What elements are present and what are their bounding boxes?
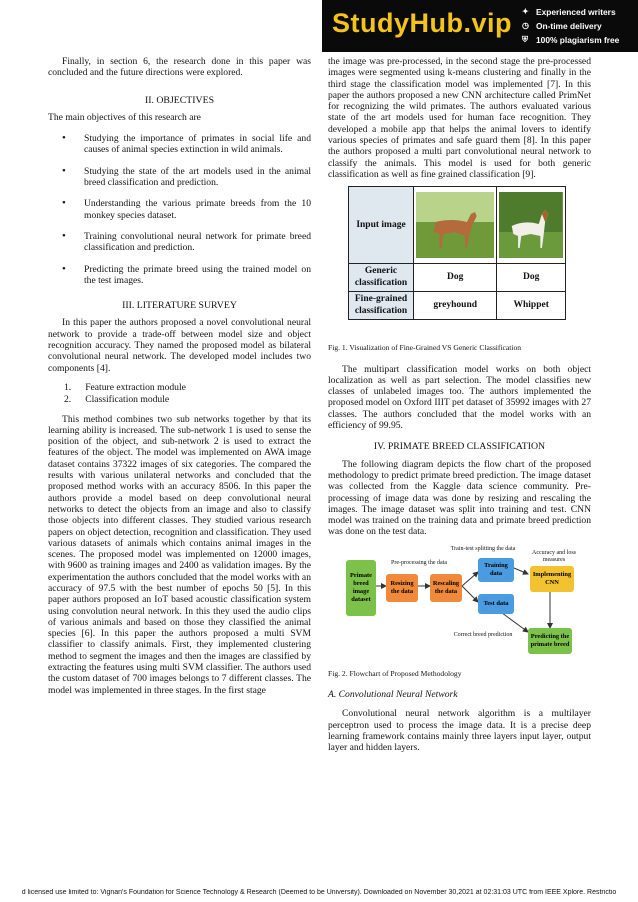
generic-label-2: Dog: [497, 264, 566, 292]
dog-image-1: [414, 187, 497, 264]
accuracy-label: Accuracy and loss measures: [532, 549, 576, 563]
list-item: • Understanding the various primate breeds from the 10 monkey species dataset.: [84, 198, 311, 221]
figure-1-caption: Fig. 1. Visualization of Fine-Grained VS Generic Classification: [328, 343, 522, 353]
section-4-heading: IV. PRIMATE BREED CLASSIFICATION: [373, 441, 546, 453]
list-item: • Studying the importance of primates in social life and causes of animal species extinction in wild animals.: [84, 133, 311, 156]
feature-delivery: [522, 19, 619, 33]
item-text: Classification module: [85, 394, 170, 406]
literature-paragraph-1: In this paper the authors proposed a novel convolutional neural network to provide a trade-off between model size and object recognition accuracy. They named the proposed model as bilateral convolutional neural network. The developed model includes two components [4].: [48, 317, 311, 374]
right-column: [328, 56, 591, 754]
feature-label: Experienced writers: [536, 7, 616, 17]
objectives-list: [48, 133, 311, 286]
multipart-paragraph: The multipart classification model works on both object localization as well as part selection. The model classifies new classes of unlabeled images too. The authors implemented the proposed model on Oxford IIIT pet dataset of 35992 images with 27 classes. The authors concluded that the model works with an efficiency of 99.95.: [328, 363, 591, 432]
item-text: Feature extraction module: [85, 381, 186, 393]
literature-paragraph-3: the image was pre-processed, in the second stage the pre-processed images were segmented using k-means clustering and finally in the third stage the classification model was implemented [7]. In this paper the authors proposed a new CNN architecture called PrimNet for recognizing the wild primates. The authors evaluated various state of the art models used for human face recognition. They developed a mobile app that helps the animal lovers to identify various species of primates and safe guard them [8]. In this paper the authors proposed a multi part convolutional neural network to classify the animals. This model is used for both generic classification as well as fine grained classification [9].: [328, 56, 591, 180]
literature-heading: III. LITERATURE SURVEY: [122, 300, 237, 312]
list-item: [64, 382, 311, 393]
correct-label: Correct breed prediction: [453, 631, 513, 638]
figure-2-caption: Fig. 2. Flowchart of Proposed Methodology: [328, 668, 462, 678]
predict-box: Predicting the primate breed: [528, 628, 572, 654]
literature-paragraph-2: This method combines two sub networks together by that its learning ability is increased. The sub-network 1 is used to sense the position of the object, and sub-network 2 is used to extract the features of the object. The model was implemented on AWA image dataset contains 37322 images of six categories. The compared the results with various unilateral networks and concluded that the proposed method works with an accuracy 8506. In this paper the authors provide a model based on deep convolutional neural networks to detect the objects from an image and also to classify those objects into different classes. They studied various research papers on object detection, recognition and classification. They used various datasets of animals which contains animal images in the scenes. The proposed model was implemented on 12000 images, with 9600 as training images and 2400 as validation images. By the experimentation the authors concluded that the model works with an accuracy of 97.5 with the best number of epochs 50 [5]. In this paper authors proposed an IoT based acoustic classification system using convolution neural network. In this they used the audio clips of various animals and based on those they classified the animal species [6]. In this paper the authors proposed a multi SVM classifier to classify animals. First, they implemented clustering method to segment the images and then the images are classified by extracting the features using multi SVM classifier. The authors used the custom dataset of 700 images belongs to 7 different classes. The model was implemented in three stages. In the first stage: [48, 413, 311, 696]
list-item: • Predicting the primate breed using the trained model on the test images.: [84, 264, 311, 287]
rescale-box: Rescaling the data: [430, 574, 462, 602]
list-item: • Studying the state of the art models used in the animal breed classification and prediction.: [84, 166, 311, 189]
studyhub-banner[interactable]: [322, 0, 638, 52]
item-number: 2.: [64, 394, 72, 406]
feature-label: 100% plagiarism free: [536, 35, 620, 45]
objectives-intro: The main objectives of this research are: [48, 111, 201, 123]
feature-plagiarism: [522, 33, 619, 47]
list-item: [64, 394, 311, 405]
left-column: [48, 56, 311, 696]
row-label-fine: Fine-grained classification: [349, 292, 414, 320]
split-label: Train-test splitting the data: [450, 545, 516, 552]
dataset-box: Primate breed image dataset: [346, 560, 376, 616]
cnn-paragraph: Convolutional neural network algorithm is a multilayer perceptron used to process the image data. It is a precise deep learning framework contains mainly three layers input layer, output layer and hidden layers.: [328, 708, 591, 754]
fine-label-1: greyhound: [414, 292, 497, 320]
clock-icon: ◷: [522, 21, 529, 30]
item-number: 1.: [64, 381, 72, 393]
feature-writers: [522, 5, 619, 19]
test-box: Test data: [478, 594, 514, 614]
intro-paragraph: Finally, in section 6, the research done in this paper was concluded and the future directions were explored.: [48, 56, 311, 79]
whippet-image: [499, 192, 563, 258]
fine-label-2: Whippet: [497, 292, 566, 320]
cnn-box: Implementing CNN: [530, 566, 574, 592]
generic-label-1: Dog: [414, 264, 497, 292]
subsection-heading: A. Convolutional Neural Network: [328, 689, 458, 701]
preprocess-label: Pre-processing the data: [391, 559, 447, 566]
figure-2-flowchart: [328, 544, 586, 662]
banner-features: [522, 5, 619, 47]
row-label-input: Input image: [349, 187, 414, 264]
dog-image-2: [497, 187, 566, 264]
row-label-generic: Generic classification: [349, 264, 414, 292]
license-footer: d licensed use limited to: Vignan's Foundation for Science Technology & Research (Deemed to be University). Downloaded on November 30,2021 at 02:31:03 UTC from IEEE Xplore. Restrictio: [21, 889, 617, 896]
user-check-icon: ✦: [522, 7, 529, 16]
section-4-paragraph: The following diagram depicts the flow chart of the proposed methodology to predict primate breed prediction. The image dataset was collected from the Kaggle data science community. Pre-processing of image data was done by resizing and rescaling the images. The image dataset was split into training and test. CNN model was trained on the training data and primate breed prediction was done on the test data.: [328, 458, 591, 538]
components-list: [48, 382, 311, 406]
feature-label: On-time delivery: [536, 21, 602, 31]
list-item: • Training convolutional neural network for primate breed classification and prediction.: [84, 231, 311, 254]
shield-icon: ⛨: [522, 35, 528, 44]
training-box: Training data: [478, 558, 514, 582]
classification-table: [348, 186, 566, 320]
greyhound-image: [416, 192, 494, 258]
resize-box: Resizing the data: [386, 574, 418, 602]
figure-1: [348, 186, 566, 320]
objectives-heading: II. OBJECTIVES: [144, 94, 215, 106]
studyhub-logo[interactable]: StudyHub.vip: [332, 8, 512, 38]
